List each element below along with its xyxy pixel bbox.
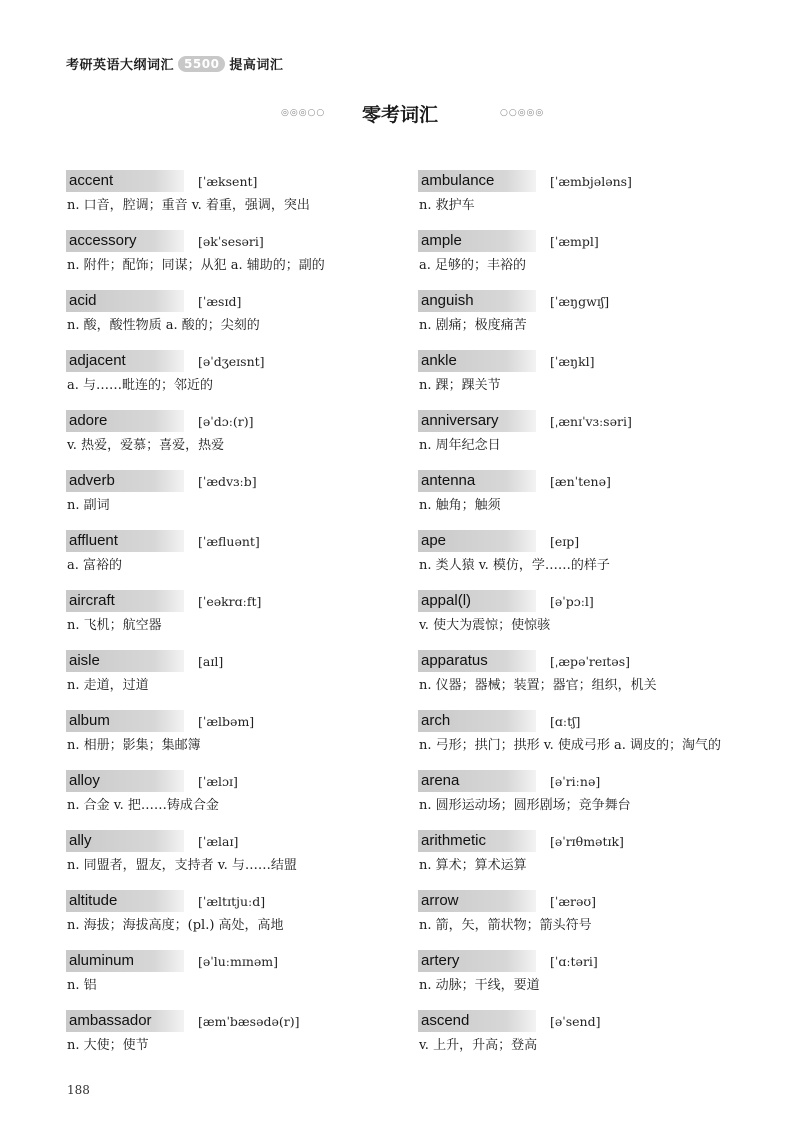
definition: n. 相册；影集；集邮簿	[67, 738, 201, 753]
entry-headrow	[66, 468, 406, 494]
headword: arena	[418, 770, 536, 792]
phonetic: [ˌæpəˈreɪtəs]	[550, 653, 630, 669]
definition: n. 附件；配饰；同谋；从犯 a. 辅助的；副的	[67, 258, 325, 273]
entry-headrow	[66, 168, 406, 194]
headword: artery	[418, 950, 536, 972]
headword: ample	[418, 230, 536, 252]
headword: adore	[66, 410, 184, 432]
phonetic: [ˈæŋkl]	[550, 353, 595, 369]
entry-headrow	[418, 228, 758, 254]
definition: n. 周年纪念日	[419, 438, 501, 453]
definition: a. 与……毗连的；邻近的	[67, 378, 214, 393]
vocab-entry	[418, 348, 758, 396]
definition: n. 箭，矢，箭状物；箭头符号	[419, 918, 592, 933]
vocab-entry	[418, 228, 758, 276]
definition: v. 上升，升高；登高	[419, 1038, 538, 1053]
headword: ape	[418, 530, 536, 552]
vocab-entry	[66, 168, 406, 216]
running-header	[66, 54, 283, 73]
headword: adjacent	[66, 350, 184, 372]
definition: n. 海拔；海拔高度；(pl.) 高处，高地	[67, 918, 284, 933]
phonetic: [ˈæmbjələns]	[550, 173, 632, 189]
vocab-entry	[66, 468, 406, 516]
entry-headrow	[66, 648, 406, 674]
phonetic: [ˈærəʊ]	[550, 893, 597, 909]
entry-headrow	[66, 948, 406, 974]
phonetic: [əkˈsesəri]	[198, 233, 264, 249]
entry-headrow	[66, 1008, 406, 1034]
phonetic: [ˈeəkrɑːft]	[198, 593, 262, 609]
entry-headrow	[418, 948, 758, 974]
entry-headrow	[418, 168, 758, 194]
page-number: 188	[67, 1083, 90, 1097]
vocab-entry	[66, 708, 406, 756]
vocab-entry	[66, 648, 406, 696]
headword: ankle	[418, 350, 536, 372]
headword: appal(l)	[418, 590, 536, 612]
entry-headrow	[66, 888, 406, 914]
entry-headrow	[66, 708, 406, 734]
vocab-entry	[66, 948, 406, 996]
headword: alloy	[66, 770, 184, 792]
definition: n. 口音，腔调；重音 v. 着重，强调，突出	[67, 198, 310, 213]
headword: accessory	[66, 230, 184, 252]
headword: ambassador	[66, 1010, 184, 1032]
vocab-entry	[418, 708, 758, 756]
entry-headrow	[66, 768, 406, 794]
header-title: 考研英语大纲词汇	[66, 58, 175, 73]
vocab-entry	[418, 588, 758, 636]
definition: n. 动脉；干线，要道	[419, 978, 540, 993]
entry-headrow	[418, 648, 758, 674]
right-column	[418, 168, 758, 1068]
definition: n. 算术；算术运算	[419, 858, 527, 873]
vocab-entry	[418, 768, 758, 816]
definition: n. 飞机；航空器	[67, 618, 162, 633]
entry-headrow	[66, 828, 406, 854]
phonetic: [æmˈbæsədə(r)]	[198, 1013, 300, 1029]
vocab-entry	[418, 408, 758, 456]
entry-headrow	[418, 1008, 758, 1034]
header-subtitle: 提高词汇	[229, 58, 284, 73]
definition: n. 副词	[67, 498, 110, 513]
definition: n. 大使；使节	[67, 1038, 149, 1053]
section-title: 零考词汇	[361, 104, 438, 126]
entry-headrow	[418, 828, 758, 854]
phonetic: [ˈæmpl]	[550, 233, 599, 249]
headword: arithmetic	[418, 830, 536, 852]
entry-headrow	[418, 348, 758, 374]
vocab-entry	[418, 168, 758, 216]
definition: n. 触角；触须	[419, 498, 501, 513]
vocab-entry	[66, 228, 406, 276]
headword: accent	[66, 170, 184, 192]
phonetic: [ˈɑːtəri]	[550, 953, 598, 969]
phonetic: [aɪl]	[198, 653, 224, 669]
phonetic: [ˈælɔɪ]	[198, 773, 238, 789]
vocab-entry	[66, 1008, 406, 1056]
entry-headrow	[66, 288, 406, 314]
phonetic: [ˈælbəm]	[198, 713, 255, 729]
vocab-entry	[66, 348, 406, 396]
phonetic: [ˌænɪˈvɜːsəri]	[550, 413, 632, 429]
phonetic: [əˈluːmɪnəm]	[198, 953, 278, 969]
headword: aluminum	[66, 950, 184, 972]
decorative-dots-left: ◎◎◎○○	[281, 108, 326, 118]
headword: apparatus	[418, 650, 536, 672]
definition: v. 热爱，爱慕；喜爱，热爱	[67, 438, 225, 453]
entry-headrow	[418, 768, 758, 794]
phonetic: [ˈæfluənt]	[198, 533, 260, 549]
headword: ambulance	[418, 170, 536, 192]
phonetic: [əˈdɔː(r)]	[198, 413, 254, 429]
left-column	[66, 168, 406, 1068]
headword: affluent	[66, 530, 184, 552]
vocab-entry	[418, 948, 758, 996]
entry-headrow	[66, 408, 406, 434]
vocab-entry	[66, 768, 406, 816]
entry-headrow	[66, 588, 406, 614]
vocab-entry	[418, 648, 758, 696]
vocab-entry	[66, 408, 406, 456]
entry-headrow	[66, 348, 406, 374]
headword: altitude	[66, 890, 184, 912]
vocab-entry	[418, 468, 758, 516]
definition: a. 足够的；丰裕的	[419, 258, 527, 273]
headword: album	[66, 710, 184, 732]
definition: n. 踝；踝关节	[419, 378, 501, 393]
headword: antenna	[418, 470, 536, 492]
entry-headrow	[66, 528, 406, 554]
vocab-entry	[418, 288, 758, 336]
vocab-entry	[66, 288, 406, 336]
phonetic: [ˈælaɪ]	[198, 833, 239, 849]
definition: n. 仪器；器械；装置；器官；组织，机关	[419, 678, 657, 693]
phonetic: [əˈrɪθmətɪk]	[550, 833, 624, 849]
phonetic: [ˈæltɪtjuːd]	[198, 893, 266, 909]
phonetic: [əˈsend]	[550, 1013, 601, 1029]
definition: n. 救护车	[419, 198, 475, 213]
headword: arch	[418, 710, 536, 732]
definition: n. 酸，酸性物质 a. 酸的；尖刻的	[67, 318, 260, 333]
headword: acid	[66, 290, 184, 312]
vocab-entry	[418, 888, 758, 936]
headword: anniversary	[418, 410, 536, 432]
phonetic: [ɑːtʃ]	[550, 713, 581, 729]
phonetic: [eɪp]	[550, 533, 580, 549]
phonetic: [əˈdʒeɪsnt]	[198, 353, 265, 369]
definition: n. 类人猿 v. 模仿，学……的样子	[419, 558, 610, 573]
vocab-entry	[418, 528, 758, 576]
headword: adverb	[66, 470, 184, 492]
phonetic: [ˈædvɜːb]	[198, 473, 257, 489]
definition: n. 同盟者，盟友，支持者 v. 与……结盟	[67, 858, 297, 873]
definition: n. 弓形；拱门；拱形 v. 使成弓形 a. 调皮的；淘气的	[419, 738, 721, 753]
entry-headrow	[418, 468, 758, 494]
headword: ascend	[418, 1010, 536, 1032]
entry-headrow	[418, 888, 758, 914]
header-badge: 5500	[178, 56, 225, 72]
entry-headrow	[418, 528, 758, 554]
definition: n. 合金 v. 把……铸成合金	[67, 798, 219, 813]
definition: n. 圆形运动场；圆形剧场；竞争舞台	[419, 798, 631, 813]
phonetic: [ænˈtenə]	[550, 473, 611, 489]
entry-headrow	[66, 228, 406, 254]
definition: n. 走道，过道	[67, 678, 149, 693]
vocab-entry	[66, 588, 406, 636]
phonetic: [əˈpɔːl]	[550, 593, 594, 609]
phonetic: [ˈæksent]	[198, 173, 258, 189]
headword: anguish	[418, 290, 536, 312]
decorative-dots-right: ○○◎◎◎	[500, 108, 545, 118]
headword: aircraft	[66, 590, 184, 612]
entry-headrow	[418, 288, 758, 314]
definition: a. 富裕的	[67, 558, 123, 573]
vocab-entry	[66, 528, 406, 576]
definition: n. 铝	[67, 978, 97, 993]
headword: ally	[66, 830, 184, 852]
entry-headrow	[418, 588, 758, 614]
phonetic: [əˈriːnə]	[550, 773, 601, 789]
entry-headrow	[418, 708, 758, 734]
entry-headrow	[418, 408, 758, 434]
vocab-entry	[418, 828, 758, 876]
headword: arrow	[418, 890, 536, 912]
vocab-entry	[418, 1008, 758, 1056]
phonetic: [ˈæŋgwɪʃ]	[550, 293, 610, 309]
definition: v. 使大为震惊；使惊骇	[419, 618, 551, 633]
vocab-entry	[66, 828, 406, 876]
phonetic: [ˈæsɪd]	[198, 293, 242, 309]
headword: aisle	[66, 650, 184, 672]
vocab-entry	[66, 888, 406, 936]
definition: n. 剧痛；极度痛苦	[419, 318, 527, 333]
